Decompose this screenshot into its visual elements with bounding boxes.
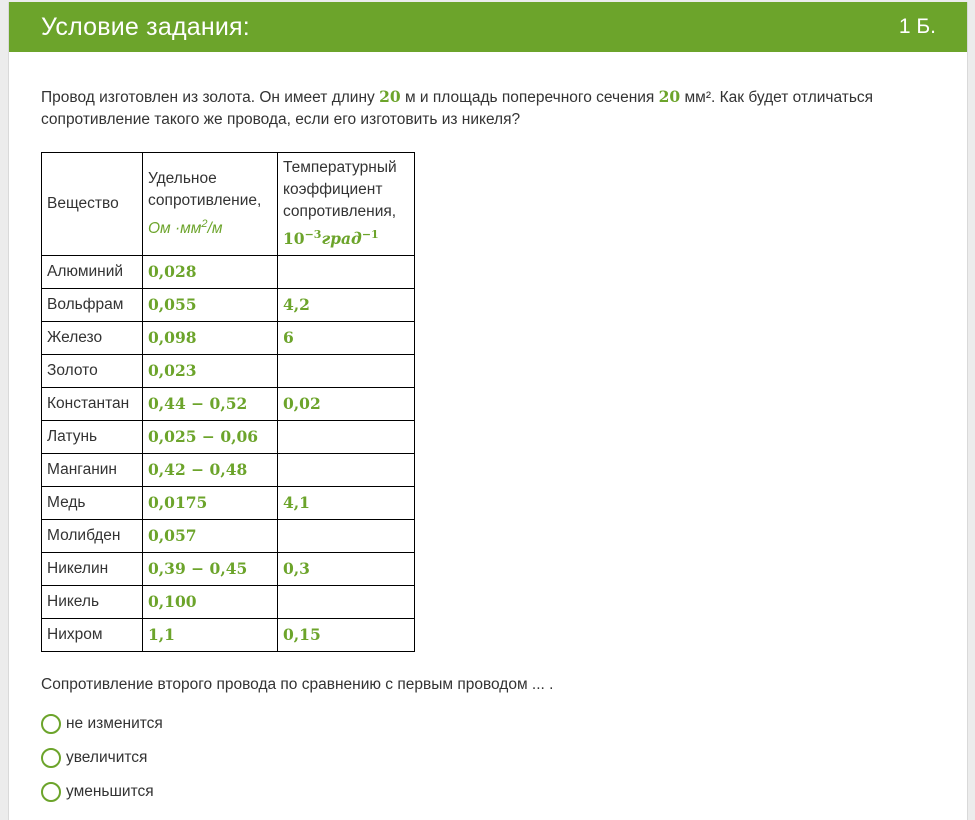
cell-resistivity	[143, 553, 278, 586]
table-row	[42, 388, 415, 421]
cell-coefficient	[278, 421, 415, 454]
answer-option[interactable]	[41, 741, 921, 775]
cell-coefficient-value: 0,02	[283, 394, 321, 413]
cell-coefficient	[278, 520, 415, 553]
header-coefficient	[278, 153, 415, 256]
table-body	[42, 256, 415, 652]
table-header-row	[42, 153, 415, 256]
cell-resistivity	[143, 355, 278, 388]
cell-resistivity-value: 0,098	[148, 328, 197, 347]
coef-unit-base: 10	[283, 228, 305, 248]
cell-coefficient	[278, 454, 415, 487]
cell-substance	[42, 586, 143, 619]
task-points: 1 Б.	[898, 15, 936, 38]
question-text	[41, 86, 891, 131]
table-row	[42, 289, 415, 322]
answer-option-label[interactable]: увеличится	[66, 749, 148, 766]
cell-resistivity	[143, 487, 278, 520]
cell-resistivity	[143, 619, 278, 652]
cell-substance-value: Медь	[47, 494, 86, 511]
coef-unit-mid: град	[321, 228, 362, 248]
cell-resistivity	[143, 421, 278, 454]
cell-substance	[42, 355, 143, 388]
cell-substance	[42, 520, 143, 553]
cell-substance	[42, 421, 143, 454]
cell-substance-value: Константан	[47, 395, 130, 412]
length-value: 20	[379, 87, 401, 106]
cell-resistivity-value: 0,42 − 0,48	[148, 460, 248, 479]
cell-resistivity	[143, 454, 278, 487]
answer-option[interactable]	[41, 707, 921, 741]
cell-coefficient-value: 0,3	[283, 559, 310, 578]
question-part2: м и площадь поперечного сечения	[400, 89, 659, 106]
table-row	[42, 421, 415, 454]
header-coef-label: Температурный коэффициент сопротивления,	[283, 159, 397, 221]
cell-coefficient	[278, 586, 415, 619]
cell-substance-value: Вольфрам	[47, 296, 124, 313]
cell-substance	[42, 388, 143, 421]
cell-resistivity-value: 0,39 − 0,45	[148, 559, 248, 578]
cell-substance-value: Золото	[47, 362, 98, 379]
table-row	[42, 322, 415, 355]
table-row	[42, 454, 415, 487]
area-value: 20	[658, 87, 681, 106]
cell-resistivity-value: 1,1	[148, 625, 175, 644]
cell-coefficient	[278, 388, 415, 421]
cell-substance-value: Молибден	[47, 527, 121, 544]
radio-button[interactable]	[41, 714, 61, 734]
cell-coefficient	[278, 355, 415, 388]
cell-substance-value: Нихром	[47, 626, 103, 643]
table-row	[42, 619, 415, 652]
table-row	[42, 256, 415, 289]
table-row	[42, 355, 415, 388]
cell-substance	[42, 553, 143, 586]
cell-resistivity	[143, 388, 278, 421]
answer-option[interactable]	[41, 775, 921, 809]
cell-coefficient	[278, 322, 415, 355]
task-title: Условие задания:	[41, 12, 250, 41]
resistivity-unit-b: /м	[207, 219, 223, 237]
answer-prompt: Сопротивление второго провода по сравнению с первым проводом ... .	[41, 676, 554, 693]
cell-coefficient-value: 0,15	[283, 625, 321, 644]
radio-button[interactable]	[41, 748, 61, 768]
cell-resistivity-value: 0,057	[148, 526, 197, 545]
cell-resistivity	[143, 289, 278, 322]
cell-resistivity-value: 0,023	[148, 361, 197, 380]
resistivity-unit-a: Ом ·мм	[148, 219, 202, 237]
question-part3: мм². Как будет отличаться сопротивление такого же провода, если его изготовить из никеля?	[41, 89, 874, 128]
cell-resistivity	[143, 586, 278, 619]
cell-resistivity	[143, 256, 278, 289]
cell-substance-value: Никель	[47, 593, 100, 610]
header-resistivity	[143, 153, 278, 256]
cell-resistivity-value: 0,025 − 0,06	[148, 427, 259, 446]
cell-resistivity-value: 0,100	[148, 592, 197, 611]
coef-unit-exp: −3	[304, 227, 322, 241]
cell-resistivity-value: 0,0175	[148, 493, 208, 512]
table-row	[42, 487, 415, 520]
answer-options	[41, 707, 921, 809]
resistivity-unit-exp: 2	[201, 217, 208, 230]
cell-substance-value: Алюминий	[47, 263, 124, 280]
task-header	[9, 2, 967, 52]
cell-substance-value: Железо	[47, 329, 103, 346]
cell-resistivity-value: 0,44 − 0,52	[148, 394, 248, 413]
cell-coefficient	[278, 553, 415, 586]
cell-coefficient	[278, 289, 415, 322]
header-resistivity-label: Удельное сопротивление,	[148, 170, 262, 210]
cell-substance	[42, 487, 143, 520]
cell-resistivity-value: 0,055	[148, 295, 197, 314]
answer-option-label[interactable]: уменьшится	[66, 783, 154, 800]
cell-resistivity	[143, 520, 278, 553]
cell-substance	[42, 256, 143, 289]
cell-coefficient-value: 6	[283, 328, 294, 347]
cell-resistivity	[143, 322, 278, 355]
coef-unit-exp2: −1	[361, 227, 379, 241]
task-content	[41, 86, 921, 809]
resistivity-unit	[148, 217, 223, 237]
cell-substance	[42, 454, 143, 487]
radio-button[interactable]	[41, 782, 61, 802]
cell-substance-value: Латунь	[47, 428, 98, 445]
coef-unit	[283, 229, 379, 248]
cell-coefficient-value: 4,2	[283, 295, 310, 314]
cell-coefficient	[278, 619, 415, 652]
table-row	[42, 520, 415, 553]
cell-substance	[42, 289, 143, 322]
cell-coefficient	[278, 256, 415, 289]
table-row	[42, 553, 415, 586]
answer-option-label[interactable]: не изменится	[66, 715, 163, 732]
cell-substance-value: Манганин	[47, 461, 117, 478]
cell-coefficient	[278, 487, 415, 520]
cell-resistivity-value: 0,028	[148, 262, 197, 281]
substance-table	[41, 152, 415, 652]
cell-substance-value: Никелин	[47, 560, 109, 577]
table-row	[42, 586, 415, 619]
cell-substance	[42, 619, 143, 652]
cell-substance	[42, 322, 143, 355]
task-card	[8, 2, 968, 820]
header-substance: Вещество	[42, 153, 143, 256]
cell-coefficient-value: 4,1	[283, 493, 310, 512]
question-part1: Провод изготовлен из золота. Он имеет длину	[41, 89, 380, 106]
